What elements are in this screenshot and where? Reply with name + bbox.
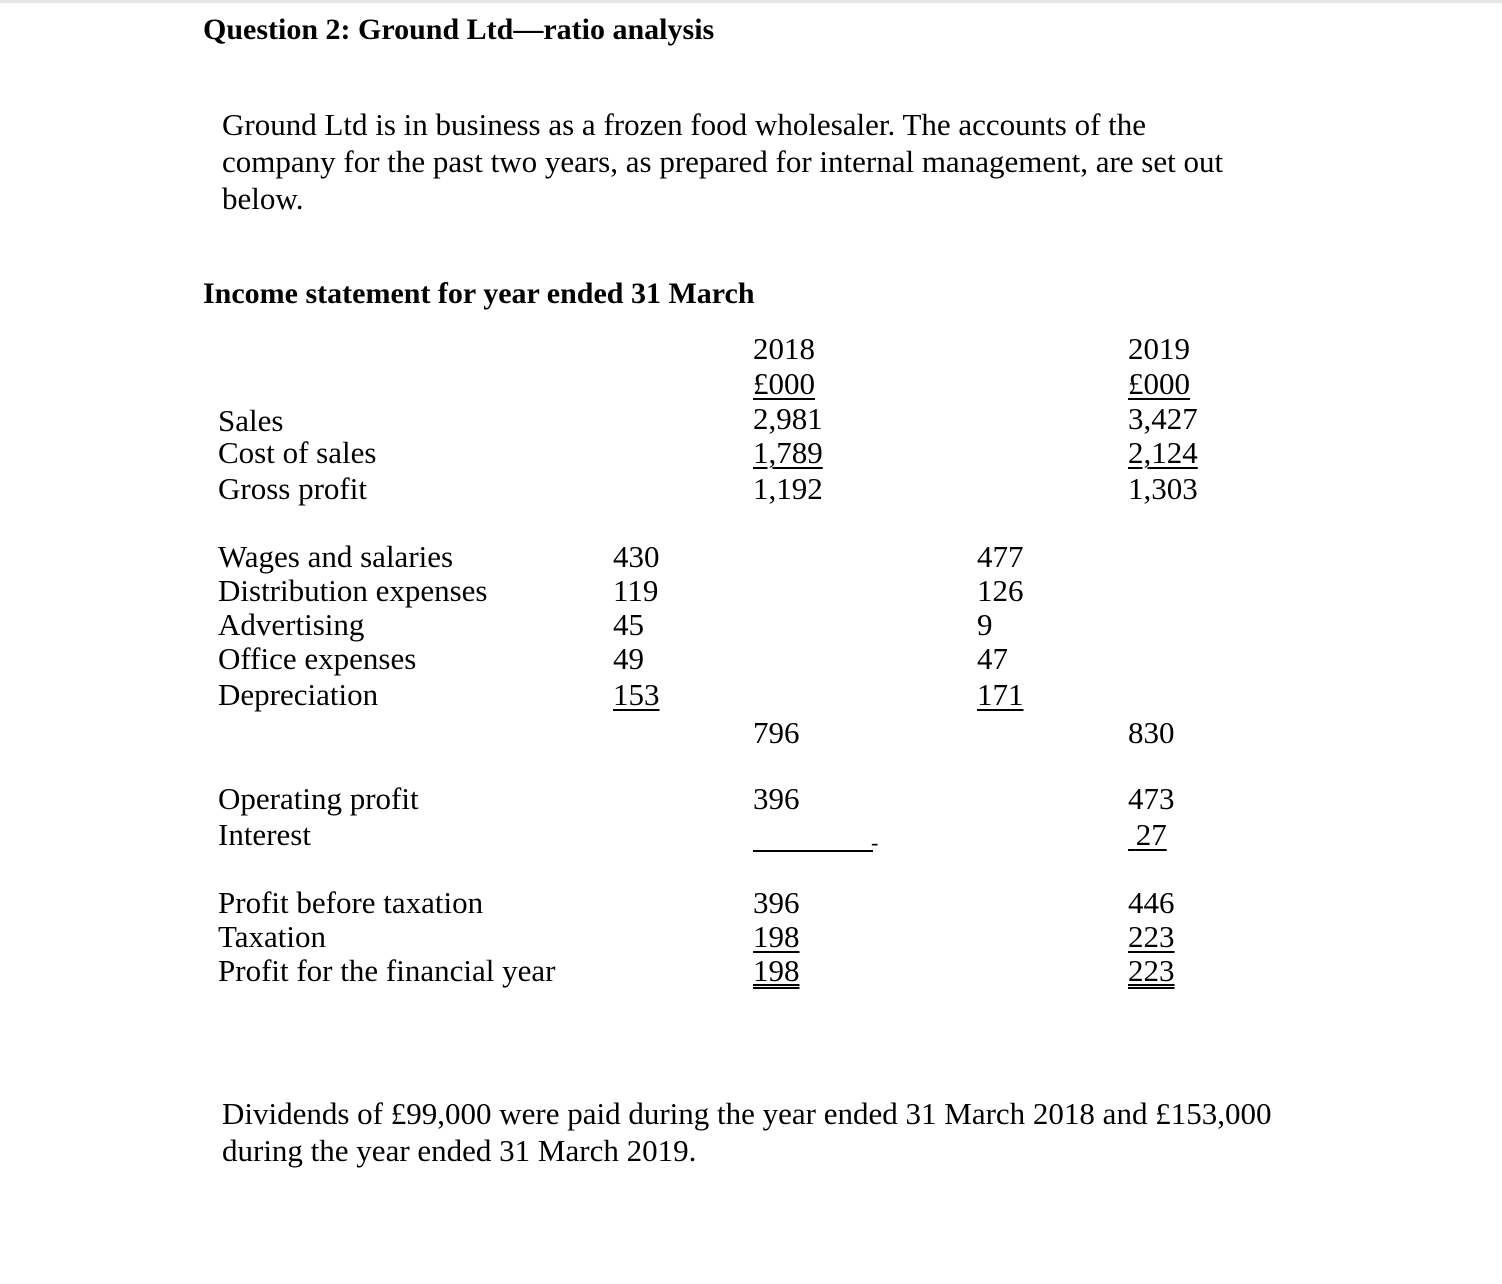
expense-2018-distribution: 119 (613, 573, 659, 608)
expense-2019-office: 47 (977, 641, 1008, 676)
unit-2019-header: £000 (1128, 366, 1190, 401)
statement-heading: Income statement for year ended 31 March (203, 277, 755, 310)
pbt-2019: 446 (1128, 885, 1175, 920)
expense-2018-office: 49 (613, 641, 644, 676)
gross-profit-2019: 1,303 (1128, 471, 1198, 506)
expense-2018-wages: 430 (613, 539, 660, 574)
sales-label: Sales (218, 403, 284, 438)
expense-label-office: Office expenses (218, 641, 417, 676)
interest-2018-rule (753, 850, 873, 852)
sales-2018: 2,981 (753, 401, 823, 436)
dividends-line: Dividends of £99,000 were paid during the year ended 31 March 2018 and £153,000 (222, 1096, 1272, 1131)
cost-of-sales-2019: 2,124 (1128, 435, 1198, 470)
expense-label-wages: Wages and salaries (218, 539, 454, 574)
year-2019-header: 2019 (1128, 331, 1190, 366)
profit-year-label: Profit for the financial year (218, 953, 556, 988)
expense-2018-advertising: 45 (613, 607, 644, 642)
expense-2019-depreciation: 171 (977, 677, 1024, 712)
top-border (0, 0, 1502, 3)
sales-2019: 3,427 (1128, 401, 1198, 436)
taxation-2018: 198 (753, 919, 800, 954)
expense-label-advertising: Advertising (218, 607, 365, 642)
pbt-2018: 396 (753, 885, 800, 920)
expense-2019-advertising: 9 (977, 607, 993, 642)
year-2018-header: 2018 (753, 331, 815, 366)
dividends-note (222, 1095, 1271, 1169)
taxation-label: Taxation (218, 919, 327, 954)
taxation-2019: 223 (1128, 919, 1175, 954)
dividends-line: during the year ended 31 March 2019. (222, 1133, 697, 1168)
intro-line: company for the past two years, as prepared for internal management, are set out (222, 144, 1224, 179)
expense-2018-depreciation: 153 (613, 677, 660, 712)
gross-profit-label: Gross profit (218, 471, 367, 506)
pbt-label: Profit before taxation (218, 885, 484, 920)
cost-of-sales-label: Cost of sales (218, 435, 377, 470)
interest-2019-value: 27 (1135, 817, 1167, 852)
operating-profit-label: Operating profit (218, 781, 419, 816)
expense-2019-wages: 477 (977, 539, 1024, 574)
unit-2018-header: £000 (753, 366, 815, 401)
interest-label: Interest (218, 817, 311, 852)
intro-paragraph (222, 106, 1223, 217)
expenses-total-2018: 796 (753, 715, 800, 750)
profit-year-2018: 198 (753, 953, 800, 988)
operating-profit-2019: 473 (1128, 781, 1175, 816)
interest-2019 (1128, 818, 1167, 852)
cost-of-sales-2018: 1,789 (753, 435, 823, 470)
profit-year-2019: 223 (1128, 953, 1175, 988)
operating-profit-2018: 396 (753, 781, 800, 816)
interest-2018: - (871, 830, 879, 855)
intro-line: below. (222, 181, 304, 216)
page-title: Question 2: Ground Ltd—ratio analysis (203, 13, 715, 46)
intro-line: Ground Ltd is in business as a frozen food wholesaler. The accounts of the (222, 107, 1147, 142)
expense-2019-distribution: 126 (977, 573, 1024, 608)
gross-profit-2018: 1,192 (753, 471, 823, 506)
expense-label-distribution: Distribution expenses (218, 573, 488, 608)
expenses-total-2019: 830 (1128, 715, 1175, 750)
expense-label-depreciation: Depreciation (218, 677, 379, 712)
